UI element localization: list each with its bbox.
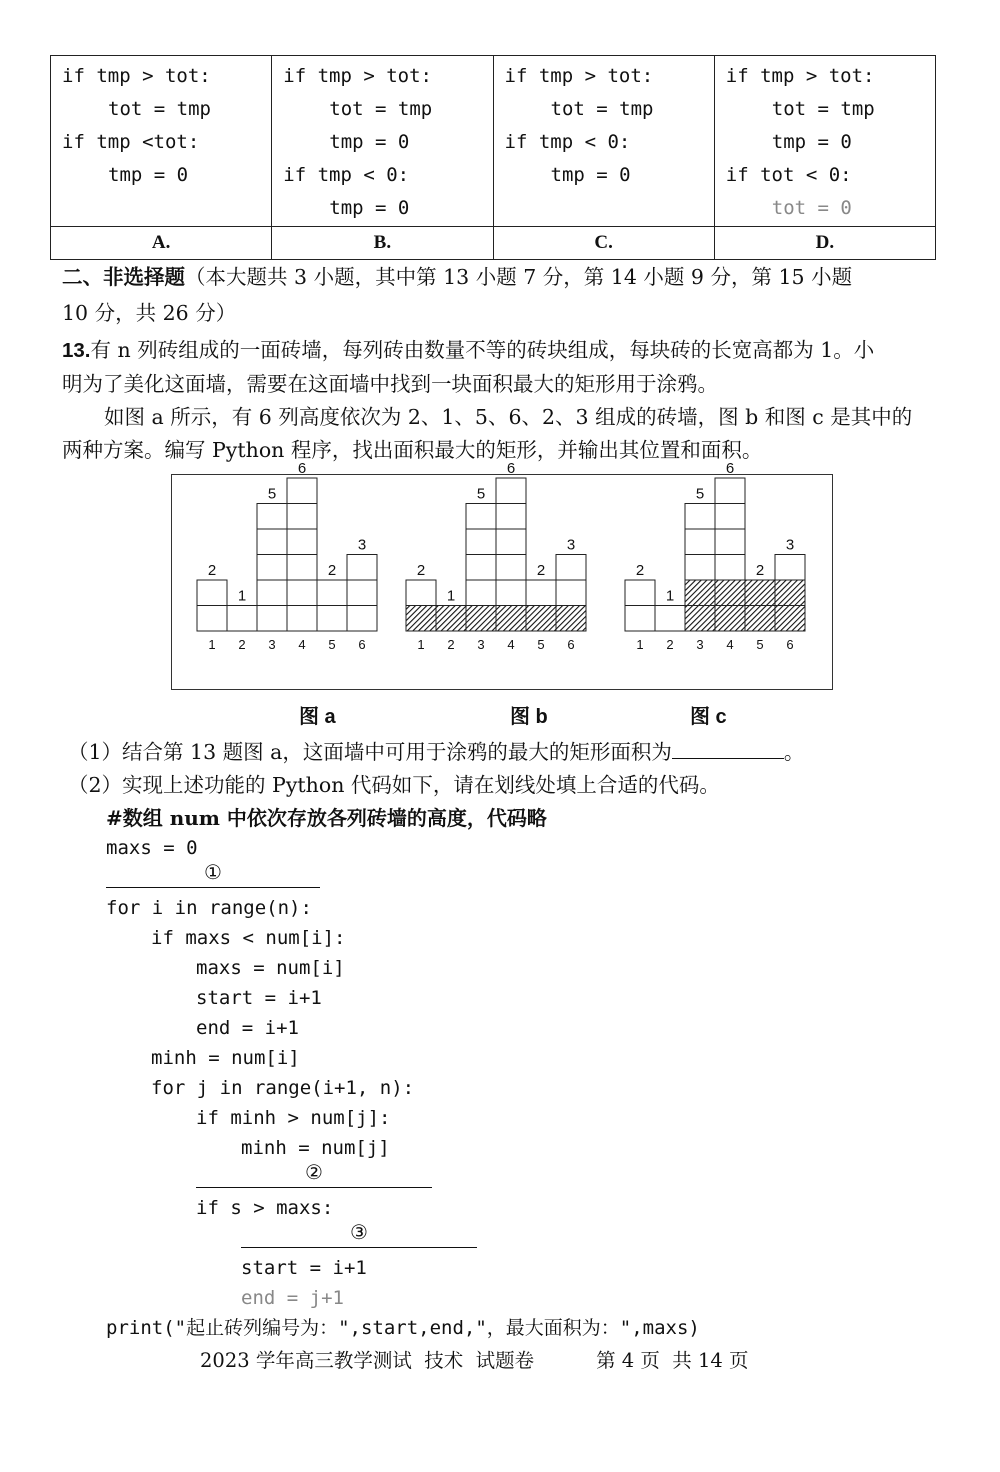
brick bbox=[625, 606, 655, 632]
column-height-label: 1 bbox=[237, 587, 247, 605]
answer-blank[interactable] bbox=[672, 734, 784, 759]
column-index-label: 1 bbox=[636, 637, 644, 652]
brick bbox=[496, 478, 526, 504]
brick bbox=[685, 580, 715, 606]
brick bbox=[715, 478, 745, 504]
brick bbox=[556, 555, 586, 581]
column-index-label: 2 bbox=[447, 637, 455, 652]
code-line: tot = 0 bbox=[771, 197, 852, 219]
column-index-label: 2 bbox=[238, 637, 246, 652]
brick bbox=[526, 606, 556, 632]
column-height-label: 2 bbox=[207, 562, 217, 579]
code-line: if s > maxs: bbox=[196, 1197, 334, 1219]
brick bbox=[496, 529, 526, 555]
options-table bbox=[50, 55, 936, 260]
code-line: if tmp <tot: bbox=[62, 131, 200, 153]
brick bbox=[227, 606, 257, 632]
brick bbox=[685, 606, 715, 632]
column-index-label: 1 bbox=[417, 637, 425, 652]
code-line: print("起止砖列编号为：",start,end,"，最大面积为：",maxs) bbox=[106, 1317, 700, 1339]
column-index-label: 2 bbox=[666, 637, 674, 652]
brick bbox=[496, 606, 526, 632]
code-line: tmp = 0 bbox=[771, 131, 852, 153]
option-b-code bbox=[272, 56, 493, 227]
sub-question-1 bbox=[68, 734, 950, 769]
code-line: if tmp > tot: bbox=[504, 65, 654, 87]
column-height-label: 6 bbox=[506, 460, 516, 477]
column-height-label: 2 bbox=[416, 562, 426, 579]
brick bbox=[317, 580, 347, 606]
column-height-label: 6 bbox=[297, 460, 307, 477]
column-index-label: 3 bbox=[696, 637, 704, 652]
question-number: 13. bbox=[62, 339, 91, 362]
figure-a-caption: 图 a bbox=[299, 706, 336, 728]
option-c-label[interactable]: C. bbox=[493, 227, 714, 260]
column-height-label: 3 bbox=[785, 536, 795, 554]
brick bbox=[496, 555, 526, 581]
brick bbox=[715, 580, 745, 606]
brick bbox=[347, 580, 377, 606]
brick bbox=[436, 606, 466, 632]
brick bbox=[466, 580, 496, 606]
column-index-label: 3 bbox=[477, 637, 485, 652]
brick bbox=[715, 529, 745, 555]
option-c-code bbox=[493, 56, 714, 227]
code-line: if minh > num[j]: bbox=[196, 1107, 391, 1129]
option-a-code bbox=[51, 56, 272, 227]
column-height-label: 2 bbox=[635, 562, 645, 579]
column-index-label: 5 bbox=[756, 637, 764, 652]
code-line: for j in range(i+1, n): bbox=[151, 1077, 415, 1099]
section-title: 二、非选择题 bbox=[62, 265, 185, 289]
code-line: for i in range(n): bbox=[106, 897, 312, 919]
option-d-label[interactable]: D. bbox=[714, 227, 935, 260]
code-line: tmp = 0 bbox=[550, 164, 631, 186]
code-line: tot = tmp bbox=[771, 98, 875, 120]
sub-question-1-end: 。 bbox=[783, 740, 805, 764]
brick bbox=[406, 580, 436, 606]
brick bbox=[466, 606, 496, 632]
brick bbox=[347, 606, 377, 632]
brick bbox=[685, 555, 715, 581]
column-height-label: 5 bbox=[476, 485, 486, 503]
brick bbox=[287, 478, 317, 504]
code-line: if tmp > tot: bbox=[725, 65, 875, 87]
code-blank-3[interactable]: ③ bbox=[241, 1221, 477, 1248]
brick bbox=[715, 606, 745, 632]
brick bbox=[775, 580, 805, 606]
brick bbox=[715, 504, 745, 530]
column-height-label: 2 bbox=[327, 562, 337, 579]
column-index-label: 1 bbox=[208, 637, 216, 652]
sub-question-2: （2）实现上述功能的 Python 代码如下，请在划线处填上合适的代码。 bbox=[68, 773, 720, 797]
brick bbox=[745, 580, 775, 606]
code-line: if tmp > tot: bbox=[62, 65, 211, 87]
brick bbox=[775, 555, 805, 581]
brick bbox=[347, 555, 377, 581]
question-text: 有 n 列砖组成的一面砖墙，每列砖由数量不等的砖块组成，每块砖的长宽高都为 1。小 bbox=[90, 338, 875, 362]
question-13-line3: 如图 a 所示，有 6 列高度依次为 2、1、5、6、2、3 组成的砖墙，图 b 和图 c 是其中的 bbox=[104, 405, 913, 429]
section-desc-2: 10 分，共 26 分） bbox=[62, 301, 237, 325]
brick bbox=[197, 606, 227, 632]
column-index-label: 4 bbox=[507, 637, 515, 652]
question-13-line2: 明为了美化这面墙，需要在这面墙中找到一块面积最大的矩形用于涂鸦。 bbox=[62, 372, 718, 396]
brick bbox=[257, 580, 287, 606]
brick bbox=[466, 504, 496, 530]
code-line: minh = num[i] bbox=[151, 1047, 300, 1069]
code-line: start = i+1 bbox=[241, 1257, 367, 1279]
brick bbox=[257, 529, 287, 555]
column-index-label: 5 bbox=[328, 637, 336, 652]
brick bbox=[775, 606, 805, 632]
column-height-label: 2 bbox=[755, 562, 765, 579]
brick bbox=[685, 529, 715, 555]
brick bbox=[257, 504, 287, 530]
code-line: if tmp > tot: bbox=[283, 65, 432, 87]
code-blank-2[interactable]: ② bbox=[196, 1161, 432, 1188]
sub-question-1-text: （1）结合第 13 题图 a，这面墙中可用于涂鸦的最大的矩形面积为 bbox=[68, 740, 672, 764]
brick bbox=[655, 606, 685, 632]
section-header bbox=[62, 260, 950, 294]
brick bbox=[406, 606, 436, 632]
code-line: if tmp < 0: bbox=[504, 131, 631, 153]
brick bbox=[317, 606, 347, 632]
figure-b-caption: 图 b bbox=[510, 706, 548, 728]
column-height-label: 5 bbox=[695, 485, 705, 503]
column-index-label: 4 bbox=[726, 637, 734, 652]
code-line: if tot < 0: bbox=[725, 164, 852, 186]
brick bbox=[257, 606, 287, 632]
brick bbox=[466, 529, 496, 555]
option-a-label[interactable]: A. bbox=[51, 227, 272, 260]
code-line: tmp = 0 bbox=[108, 164, 189, 186]
brick bbox=[496, 504, 526, 530]
column-index-label: 6 bbox=[786, 637, 794, 652]
column-height-label: 1 bbox=[446, 587, 456, 605]
brick bbox=[287, 529, 317, 555]
code-line: start = i+1 bbox=[196, 987, 322, 1009]
brick bbox=[287, 555, 317, 581]
page-footer: 2023 学年高三教学测试 技术 试题卷 第 4 页 共 14 页 bbox=[200, 1349, 749, 1372]
brick bbox=[287, 580, 317, 606]
question-13-line1 bbox=[62, 333, 950, 368]
column-index-label: 5 bbox=[537, 637, 545, 652]
code-line: end = i+1 bbox=[196, 1017, 299, 1039]
brick bbox=[287, 504, 317, 530]
code-line: tot = tmp bbox=[329, 98, 433, 120]
brick bbox=[556, 580, 586, 606]
column-index-label: 6 bbox=[567, 637, 575, 652]
column-height-label: 3 bbox=[357, 536, 367, 554]
section-desc: （本大题共 3 小题，其中第 13 小题 7 分，第 14 小题 9 分，第 15 小题 bbox=[185, 265, 853, 289]
column-height-label: 2 bbox=[536, 562, 546, 579]
option-d-code bbox=[714, 56, 935, 227]
brick bbox=[287, 606, 317, 632]
code-line: tmp = 0 bbox=[329, 131, 410, 153]
figure-canvas bbox=[172, 460, 834, 691]
brick bbox=[715, 555, 745, 581]
column-height-label: 1 bbox=[665, 587, 675, 605]
column-index-label: 6 bbox=[358, 637, 366, 652]
brick bbox=[466, 555, 496, 581]
brick bbox=[526, 580, 556, 606]
code-comment: #数组 num 中依次存放各列砖墙的高度，代码略 bbox=[106, 806, 547, 830]
code-line: tot = tmp bbox=[108, 98, 211, 120]
code-line: tmp = 0 bbox=[329, 197, 410, 219]
column-index-label: 3 bbox=[268, 637, 276, 652]
code-line: minh = num[j] bbox=[241, 1137, 390, 1159]
brick bbox=[556, 606, 586, 632]
code-line: if maxs < num[i]: bbox=[151, 927, 346, 949]
column-height-label: 3 bbox=[566, 536, 576, 554]
brick-wall-figure bbox=[171, 460, 833, 690]
column-height-label: 6 bbox=[725, 460, 735, 477]
code-line: end = j+1 bbox=[241, 1287, 344, 1309]
code-line: maxs = 0 bbox=[106, 837, 198, 859]
brick bbox=[625, 580, 655, 606]
brick bbox=[496, 580, 526, 606]
column-height-label: 5 bbox=[267, 485, 277, 503]
brick bbox=[257, 555, 287, 581]
brick bbox=[685, 504, 715, 530]
brick bbox=[745, 606, 775, 632]
code-line: maxs = num[i] bbox=[196, 957, 345, 979]
column-index-label: 4 bbox=[298, 637, 306, 652]
figure-c-caption: 图 c bbox=[690, 706, 727, 728]
code-blank-1[interactable]: ① bbox=[106, 861, 320, 888]
code-line: if tmp < 0: bbox=[283, 164, 410, 186]
question-13-line4: 两种方案。编写 Python 程序，找出面积最大的矩形，并输出其位置和面积。 bbox=[62, 438, 763, 462]
option-b-label[interactable]: B. bbox=[272, 227, 493, 260]
brick bbox=[197, 580, 227, 606]
code-line: tot = tmp bbox=[550, 98, 654, 120]
